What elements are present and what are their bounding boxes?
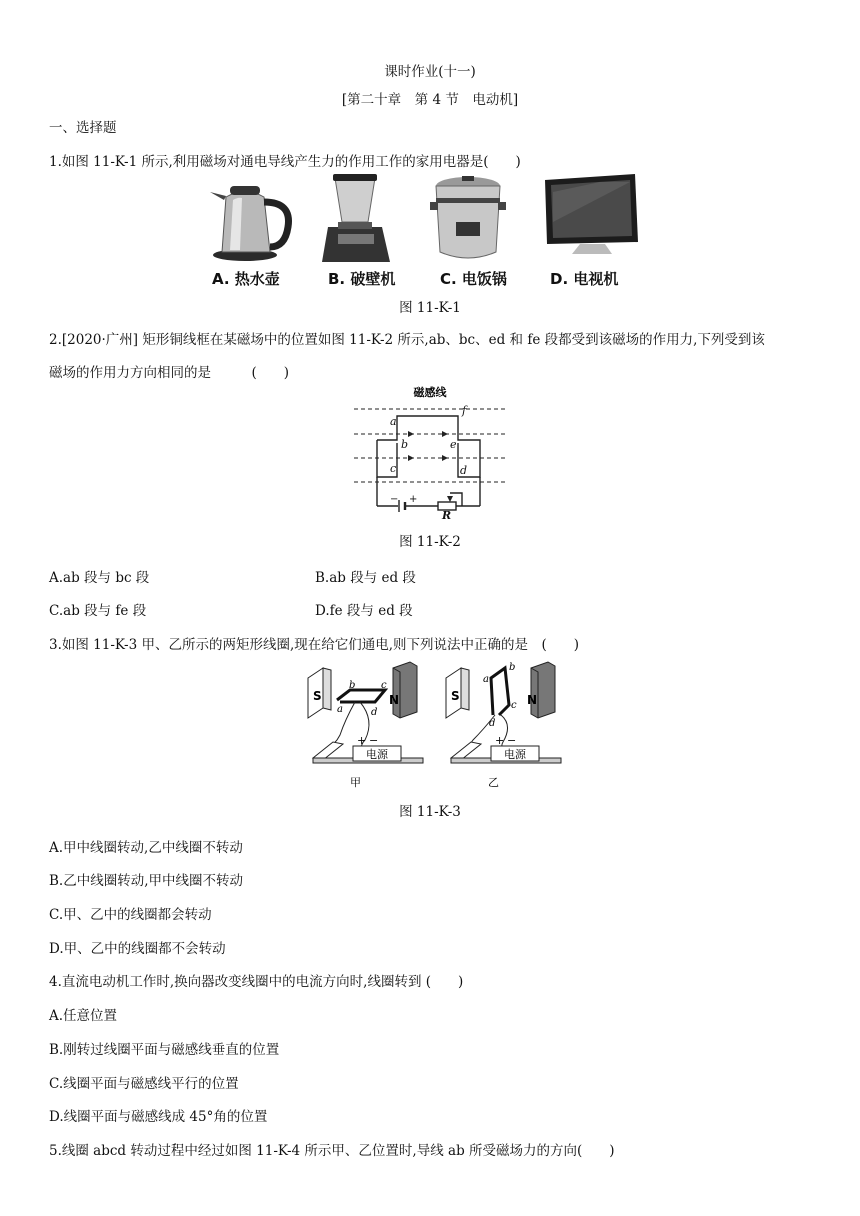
question-4-option-b: B.刚转过线圈平面与磁感线垂直的位置 <box>49 1042 280 1058</box>
question-3: 3.如图 11-K-3 甲、乙所示的两矩形线圈,现在给它们通电,则下列说法中正确的是 ( ) <box>49 637 580 653</box>
svg-text:b: b <box>401 438 409 451</box>
svg-text:N: N <box>389 693 400 707</box>
svg-text:−: − <box>390 494 399 505</box>
question-2-option-d: D.fe 段与 ed 段 <box>315 603 413 619</box>
svg-text:−: − <box>369 734 379 747</box>
option-b-label: B. 破壁机 <box>328 270 396 288</box>
svg-text:+: + <box>409 494 418 505</box>
svg-text:+: + <box>495 734 505 747</box>
option-a-label: A. 热水壶 <box>212 270 280 288</box>
svg-text:e: e <box>450 438 457 451</box>
svg-text:d: d <box>460 464 468 477</box>
rice-cooker-image <box>430 176 506 258</box>
question-2-line-2: 磁场的作用力方向相同的是 ( ) <box>49 365 290 381</box>
svg-text:甲: 甲 <box>350 776 361 789</box>
page-title: 课时作业(十一) <box>384 64 476 80</box>
question-3-option-c: C.甲、乙中的线圈都会转动 <box>49 907 212 923</box>
figure-caption-11-K-2: 图 11-K-2 <box>399 534 461 550</box>
question-4-option-c: C.线圈平面与磁感线平行的位置 <box>49 1076 239 1092</box>
figure-11-K-2 <box>350 385 510 520</box>
question-2-line-1: 2.[2020·广州] 矩形铜线框在某磁场中的位置如图 11-K-2 所示,ab、bc、ed 和 fe 段都受到该磁场的作用力,下列受到该 <box>49 332 765 348</box>
question-2-option-a: A.ab 段与 bc 段 <box>49 570 150 586</box>
figure-caption-11-K-1: 图 11-K-1 <box>399 300 461 316</box>
svg-text:电源: 电源 <box>366 748 388 761</box>
setup-jia <box>308 662 423 789</box>
question-3-option-a: A.甲中线圈转动,乙中线圈不转动 <box>49 840 243 856</box>
question-3-option-d: D.甲、乙中的线圈都不会转动 <box>49 941 226 957</box>
svg-text:+: + <box>357 734 367 747</box>
svg-text:d: d <box>371 707 378 718</box>
svg-text:S: S <box>313 689 322 703</box>
svg-text:b: b <box>509 662 516 673</box>
figure-11-K-3 <box>305 660 565 795</box>
section-heading: 一、选择题 <box>49 120 117 136</box>
svg-text:b: b <box>349 680 356 691</box>
coil-diagram <box>305 660 565 795</box>
field-lines-label: 磁感线 <box>413 386 447 399</box>
svg-text:乙: 乙 <box>488 776 499 789</box>
question-3-option-b: B.乙中线圈转动,甲中线圈不转动 <box>49 873 244 889</box>
tv-image <box>545 174 638 254</box>
svg-text:−: − <box>507 734 517 747</box>
kettle-image <box>210 186 289 261</box>
svg-text:N: N <box>527 693 538 707</box>
question-2-option-c: C.ab 段与 fe 段 <box>49 603 147 619</box>
svg-text:d: d <box>489 718 496 729</box>
svg-text:c: c <box>511 700 517 711</box>
svg-text:a: a <box>483 674 489 685</box>
appliance-images <box>200 172 660 267</box>
question-1: 1.如图 11-K-1 所示,利用磁场对通电导线产生力的作用工作的家用电器是( ) <box>49 154 521 170</box>
figure-caption-11-K-3: 图 11-K-3 <box>399 804 461 820</box>
svg-text:电源: 电源 <box>504 748 526 761</box>
svg-text:S: S <box>451 689 460 703</box>
page-subtitle: [第二十章 第 4 节 电动机] <box>341 92 519 108</box>
svg-text:f: f <box>462 404 467 417</box>
option-c-label: C. 电饭锅 <box>440 270 507 288</box>
wire-frame-diagram <box>350 385 510 520</box>
svg-text:a: a <box>337 704 343 715</box>
question-4: 4.直流电动机工作时,换向器改变线圈中的电流方向时,线圈转到 ( ) <box>49 974 464 990</box>
question-4-option-d: D.线圈平面与磁感线成 45°角的位置 <box>49 1109 268 1125</box>
question-2-option-b: B.ab 段与 ed 段 <box>315 570 416 586</box>
question-4-option-a: A.任意位置 <box>49 1008 118 1024</box>
option-d-label: D. 电视机 <box>550 270 619 288</box>
question-5: 5.线圈 abcd 转动过程中经过如图 11-K-4 所示甲、乙位置时,导线 ab 所受磁场力的方向( ) <box>49 1143 615 1159</box>
figure-11-K-1 <box>200 172 660 292</box>
svg-text:c: c <box>390 462 397 475</box>
svg-text:c: c <box>381 680 387 691</box>
svg-text:a: a <box>390 415 397 428</box>
setup-yi <box>446 662 561 789</box>
svg-text:R: R <box>442 509 452 520</box>
blender-image <box>322 174 390 262</box>
